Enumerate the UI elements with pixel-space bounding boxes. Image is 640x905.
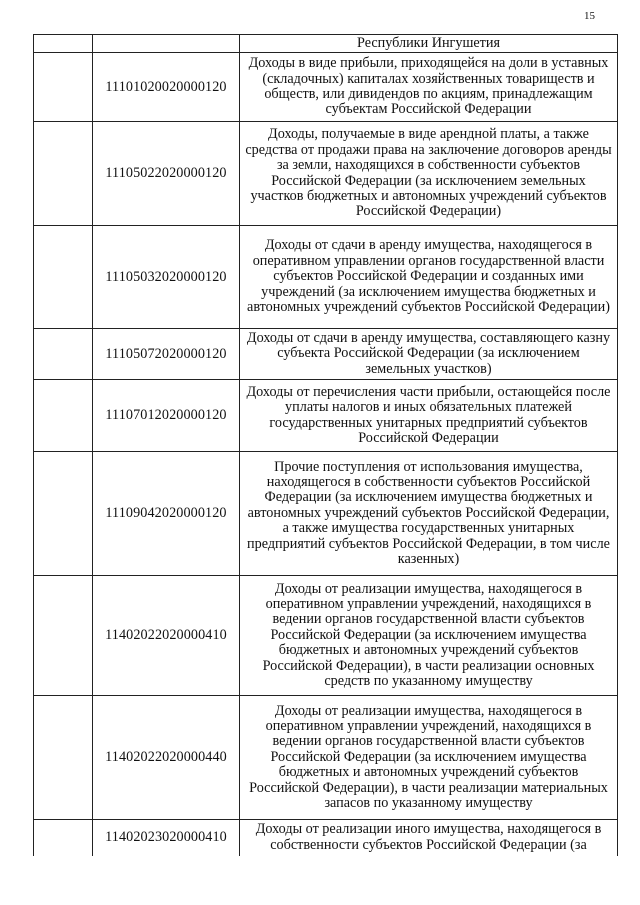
code-cell: 11107012020000120: [93, 380, 240, 452]
page-number: 15: [584, 10, 595, 22]
description-cell: Доходы от сдачи в аренду имущества, находящегося в оперативном управлении органов государственной власти субъектов Российской Федерации и созданных ими учреждений (за исключением имущества бюджетных и автономных учреждений субъектов Российской Федерации): [240, 226, 618, 329]
empty-cell: [34, 35, 93, 53]
table-row: [34, 53, 618, 122]
empty-cell: [34, 820, 93, 856]
empty-cell: [34, 576, 93, 696]
table-row: [34, 122, 618, 226]
description-cell: Доходы от реализации иного имущества, находящегося в собственности субъектов Российской Федерации (за: [240, 820, 618, 856]
description-cell: Доходы в виде прибыли, приходящейся на доли в уставных (складочных) капиталах хозяйственных товариществ и обществ, или дивидендов по акциям, принадлежащим субъектам Российской Федерации: [240, 53, 618, 122]
code-cell: 11109042020000120: [93, 452, 240, 576]
description-cell: Доходы от сдачи в аренду имущества, составляющего казну субъекта Российской Федерации (за исключением земельных участков): [240, 329, 618, 380]
code-cell: 11105072020000120: [93, 329, 240, 380]
table-row: [34, 380, 618, 452]
code-cell: [93, 35, 240, 53]
revenue-codes-table: [33, 34, 618, 856]
description-cell: Доходы от реализации имущества, находящегося в оперативном управлении учреждений, находящихся в ведении органов государственной власти субъектов Российской Федерации (за исключением имущества бюджетных и автономных учреждений субъектов Российской Федерации), в части реализации материальных запасов по указанному имуществу: [240, 696, 618, 820]
code-cell: 11402022020000410: [93, 576, 240, 696]
table-row: [34, 820, 618, 856]
description-cell: Доходы от перечисления части прибыли, остающейся после уплаты налогов и иных обязательных платежей государственных унитарных предприятий субъектов Российской Федерации: [240, 380, 618, 452]
table-row: [34, 576, 618, 696]
code-cell: 11101020020000120: [93, 53, 240, 122]
empty-cell: [34, 452, 93, 576]
table-row: [34, 329, 618, 380]
code-cell: 11402023020000410: [93, 820, 240, 856]
description-cell: Прочие поступления от использования имущества, находящегося в собственности субъектов Российской Федерации (за исключением имущества бюджетных и автономных учреждений субъектов Российской Федерации, а также имущества государственных унитарных предприятий субъектов Российской Федерации, в том числе казенных): [240, 452, 618, 576]
empty-cell: [34, 380, 93, 452]
description-cell: Доходы от реализации имущества, находящегося в оперативном управлении учреждений, находящихся в ведении органов государственной власти субъектов Российской Федерации (за исключением имущества бюджетных и автономных учреждений субъектов Российской Федерации), в части реализации основных средств по указанному имуществу: [240, 576, 618, 696]
code-cell: 11402022020000440: [93, 696, 240, 820]
code-cell: 11105032020000120: [93, 226, 240, 329]
table-row: [34, 452, 618, 576]
code-cell: 11105022020000120: [93, 122, 240, 226]
empty-cell: [34, 329, 93, 380]
description-cell: Республики Ингушетия: [240, 35, 618, 53]
table-row: [34, 696, 618, 820]
table-row: [34, 226, 618, 329]
empty-cell: [34, 53, 93, 122]
table-row-header-continuation: [34, 35, 618, 53]
empty-cell: [34, 122, 93, 226]
empty-cell: [34, 226, 93, 329]
empty-cell: [34, 696, 93, 820]
description-cell: Доходы, получаемые в виде арендной платы, а также средства от продажи права на заключение договоров аренды за земли, находящихся в собственности субъектов Российской Федерации (за исключением земельных участков бюджетных и автономных учреждений субъектов Российской Федерации): [240, 122, 618, 226]
